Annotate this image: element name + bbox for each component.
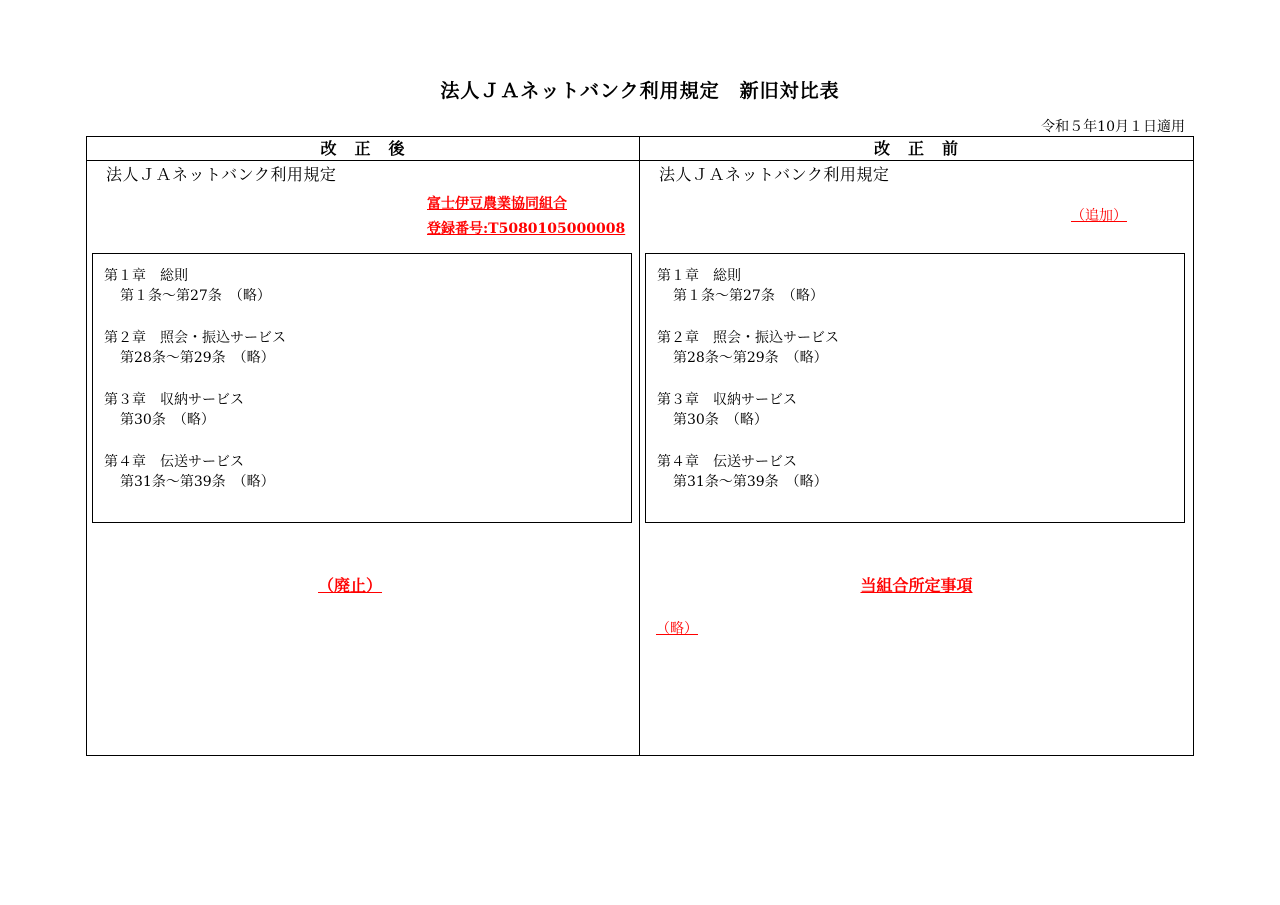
chapter-detail: 第31条～第39条 （略）: [673, 474, 828, 490]
before-added-note: （追加）: [1071, 208, 1127, 224]
after-column-header: 改 正 後: [320, 139, 406, 158]
chapter-entry: [104, 328, 286, 368]
document-title: 法人ＪＡネットバンク利用規定 新旧対比表: [440, 80, 840, 102]
after-organization-name: 富士伊豆農業協同組合: [427, 196, 567, 212]
chapter-entry: [657, 266, 824, 306]
before-column-header: 改 正 前: [873, 139, 959, 158]
before-local-provisions-body: （略）: [656, 621, 698, 637]
chapter-detail: 第１条～第27条 （略）: [120, 288, 271, 304]
before-chapters-box: [645, 253, 1185, 523]
after-registration-number: 登録番号:T5080105000008: [427, 221, 626, 237]
chapter-entry: [104, 266, 271, 306]
chapter-detail: 第28条～第29条 （略）: [673, 350, 828, 366]
chapter-entry: [657, 328, 839, 368]
chapter-detail: 第28条～第29条 （略）: [120, 350, 275, 366]
chapter-title: 第４章 伝送サービス: [104, 454, 244, 470]
chapter-entry: [657, 390, 797, 430]
chapter-entry: [104, 452, 275, 492]
chapter-title: 第２章 照会・振込サービス: [104, 330, 286, 346]
before-regulation-name: 法人ＪＡネットバンク利用規定: [659, 165, 890, 184]
after-chapters-box: [92, 253, 632, 523]
chapter-title: 第４章 伝送サービス: [657, 454, 797, 470]
chapter-entry: [104, 390, 244, 430]
chapter-title: 第２章 照会・振込サービス: [657, 330, 839, 346]
chapter-detail: 第30条 （略）: [673, 412, 768, 428]
chapter-detail: 第31条～第39条 （略）: [120, 474, 275, 490]
after-column: [87, 161, 639, 755]
chapter-title: 第３章 収納サービス: [657, 392, 797, 408]
effective-date: 令和５年10月１日適用: [1041, 119, 1185, 135]
after-regulation-name: 法人ＪＡネットバンク利用規定: [106, 165, 337, 184]
after-abolished-note: （廃止）: [318, 576, 383, 595]
comparison-table: [86, 136, 1194, 756]
before-local-provisions-title: 当組合所定事項: [860, 576, 973, 595]
chapter-title: 第１章 総則: [657, 268, 741, 284]
chapter-title: 第１章 総則: [104, 268, 188, 284]
before-column: [640, 161, 1193, 755]
chapter-detail: 第１条～第27条 （略）: [673, 288, 824, 304]
chapter-title: 第３章 収納サービス: [104, 392, 244, 408]
chapter-detail: 第30条 （略）: [120, 412, 215, 428]
chapter-entry: [657, 452, 828, 492]
